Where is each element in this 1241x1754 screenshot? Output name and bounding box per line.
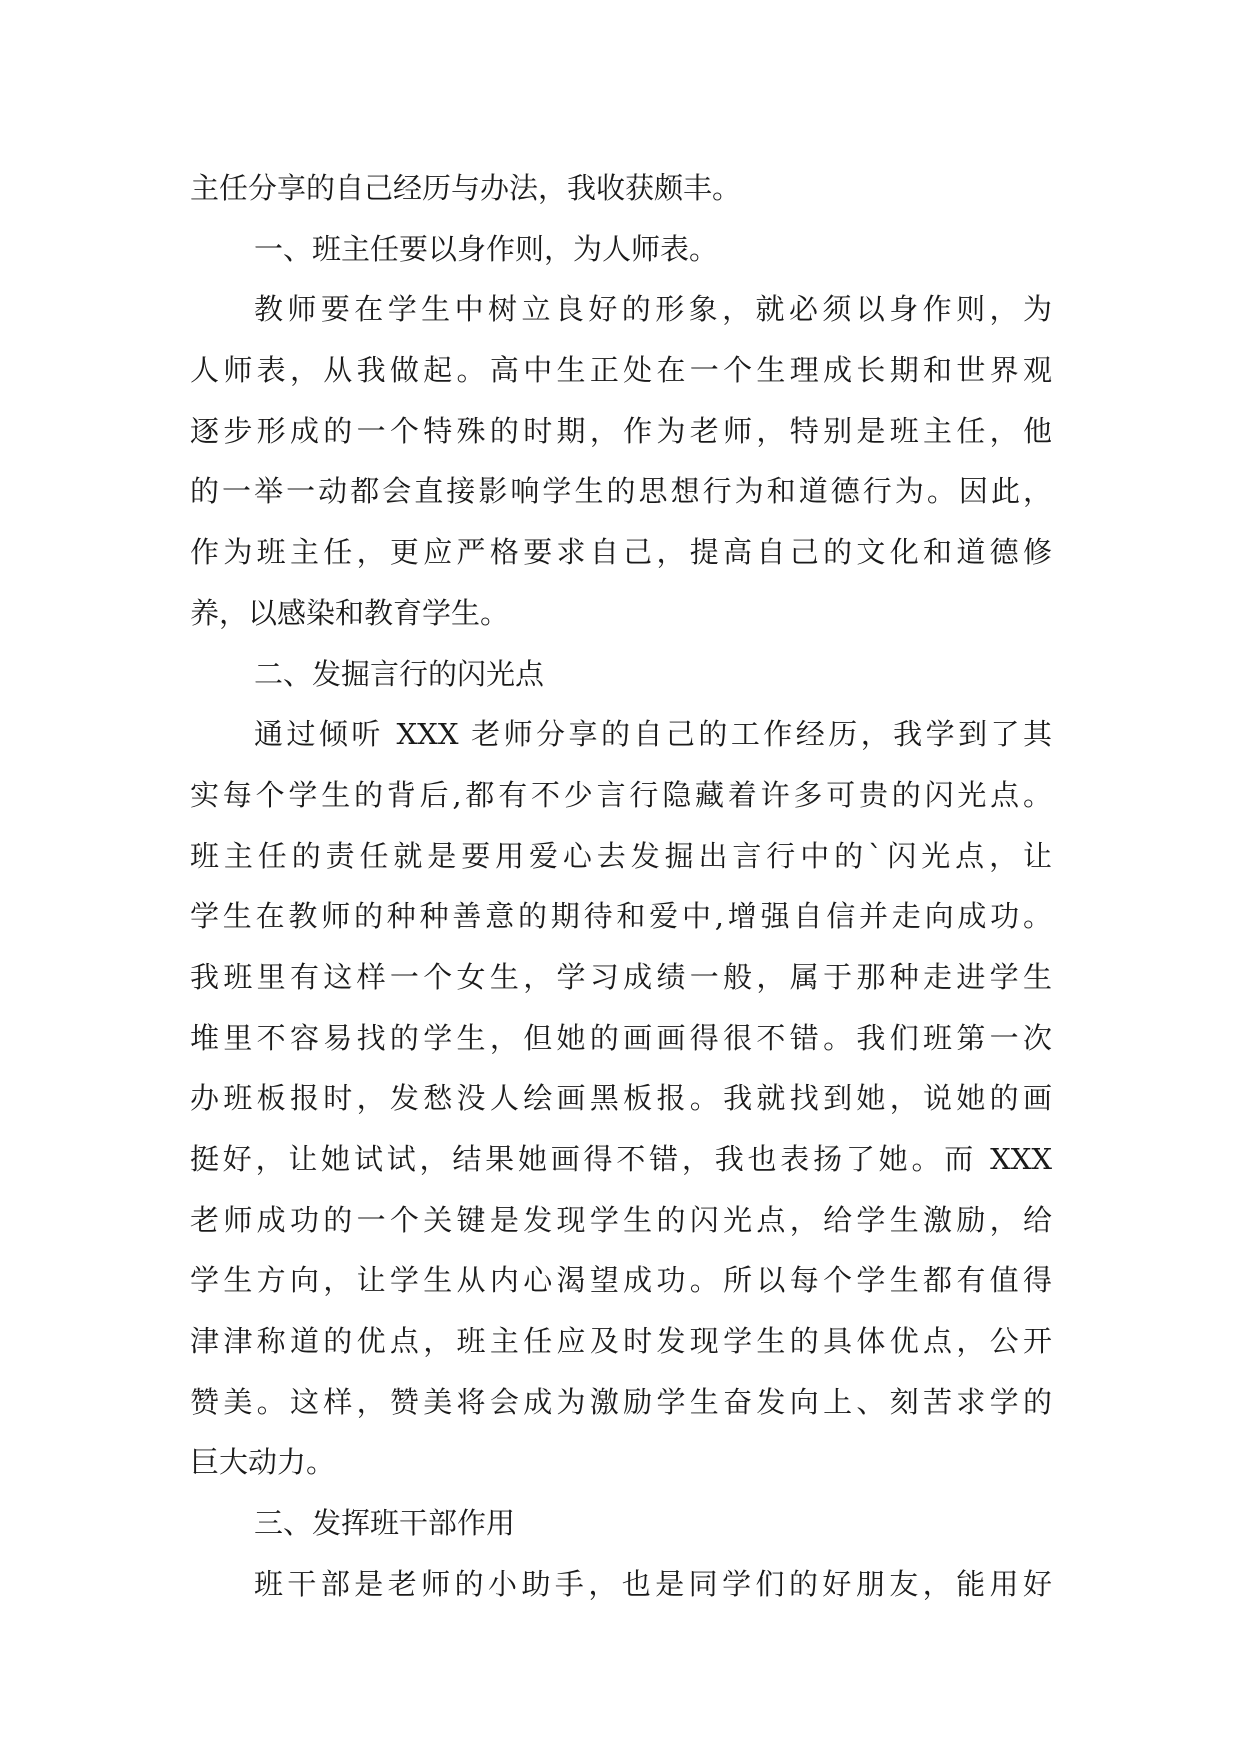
text-line: 巨大动力。 (190, 1445, 336, 1480)
text-line: 实每个学生的背后,都有不少言行隐藏着许多可贵的闪光点。 (190, 777, 1052, 812)
text-line: 赞美。这样，赞美将会成为激励学生奋发向上、刻苦求学的 (190, 1384, 1052, 1419)
body-text (190, 158, 1052, 1615)
section-heading: 一、班主任要以身作则，为人师表。 (254, 231, 719, 266)
text-line: 逐步形成的一个特殊的时期，作为老师，特别是班主任，他 (190, 413, 1052, 448)
section-heading: 三、发挥班干部作用 (254, 1506, 516, 1541)
text-line: 班干部是老师的小助手，也是同学们的好朋友，能用好 (254, 1566, 1052, 1601)
text-line: 的一举一动都会直接影响学生的思想行为和道德行为。因此， (190, 474, 1052, 509)
text-line: 人师表，从我做起。高中生正处在一个生理成长期和世界观 (190, 353, 1052, 388)
text-line: 作为班主任，更应严格要求自己，提高自己的文化和道德修 (190, 535, 1052, 570)
text-line: 通过倾听 XXX 老师分享的自己的工作经历，我学到了其 (254, 717, 1052, 752)
section-heading: 二、发掘言行的闪光点 (254, 656, 545, 691)
text-line: 堆里不容易找的学生，但她的画画得很不错。我们班第一次 (190, 1020, 1052, 1055)
text-line: 挺好，让她试试，结果她画得不错，我也表扬了她。而 XXX (190, 1142, 1052, 1176)
text-line: 办班板报时，发愁没人绘画黑板报。我就找到她，说她的画 (190, 1081, 1052, 1116)
text-line: 主任分享的自己经历与办法，我收获颇丰。 (190, 171, 742, 205)
text-line: 教师要在学生中树立良好的形象，就必须以身作则，为 (254, 292, 1052, 327)
text-line: 班主任的责任就是要用爱心去发掘出言行中的`闪光点，让 (190, 838, 1052, 873)
text-line: 养，以感染和教育学生。 (190, 595, 510, 630)
text-line: 学生在教师的种种善意的期待和爱中,增强自信并走向成功。 (190, 899, 1052, 934)
text-line: 津津称道的优点，班主任应及时发现学生的具体优点，公开 (190, 1324, 1052, 1359)
text-line: 学生方向，让学生从内心渴望成功。所以每个学生都有值得 (190, 1263, 1052, 1298)
text-line: 老师成功的一个关键是发现学生的闪光点，给学生激励，给 (190, 1202, 1052, 1237)
text-line: 我班里有这样一个女生，学习成绩一般，属于那种走进学生 (190, 959, 1052, 994)
